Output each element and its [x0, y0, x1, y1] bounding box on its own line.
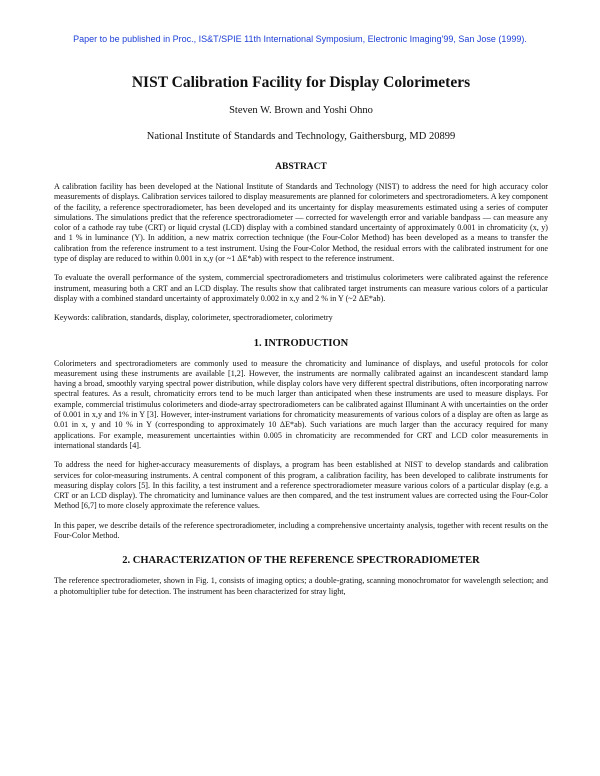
affiliation: National Institute of Standards and Technology, Gaithersburg, MD 20899: [146, 131, 456, 142]
keywords: Keywords: calibration, standards, display, colorimeter, spectroradiometer, colorimetry: [54, 313, 333, 323]
intro-paragraph-3: In this paper, we describe details of the reference spectroradiometer, including a comprehensive uncertainty analysis, together with recent results on the Four-Color Method.: [54, 520, 548, 541]
abstract-heading: ABSTRACT: [275, 162, 327, 172]
authors: Steven W. Brown and Yoshi Ohno: [229, 105, 373, 116]
section-1-heading: 1. INTRODUCTION: [253, 337, 349, 349]
section-2-paragraph-1: The reference spectroradiometer, shown in Fig. 1, consists of imaging optics; a double-grating, scanning monochromator for wavelength selection; and a photomultiplier tube for detection. The instrument has been characterized for stray light,: [54, 576, 548, 596]
abstract-paragraph-2: To evaluate the overall performance of the system, commercial spectroradiometers and tristimulus colorimeters were calibrated against the reference instrument, measuring both a CRT and an LCD display. The results show that calibrated target instruments can measure various colors of a particular display with a combined standard uncertainty of approximately 0.002 in x,y and 2 % in Y (~2 ΔE*ab).: [54, 273, 548, 303]
publication-banner: Paper to be published in Proc., IS&T/SPIE 11th International Symposium, Electronic Imaging'99, San Jose (1999).: [73, 34, 527, 44]
abstract-paragraph-1: A calibration facility has been developed at the National Institute of Standards and Technology (NIST) to address the need for high accuracy color measurements of displays. Calibration services tailored to display measurements are planned for colorimeters and spectroradiometers. A key component of the facility, a reference spectroradiometer, has been developed and its uncertainty for display measurements estimated using a series of computer simulations. The simulations predict that the reference spectroradiometer — corrected for wavelength error and variable bandpass — can measure any color of a cathode ray tube (CRT) or liquid crystal (LCD) display with a combined standard uncertainty of approximately 0.001 in chromaticity (x, y) and 1 % in luminance (Y). In addition, a new matrix correction technique (the Four-Color Method) has been developed as a means to transfer the calibration from the reference instrument to a test instrument. Using the Four-Color Method, the residual errors with the calibrated instrument for one type of display are reduced to within 0.001 in x,y (or ~1 ΔE*ab) with respect to the reference instrument.: [54, 182, 548, 264]
paper-title: NIST Calibration Facility for Display Colorimeters: [131, 74, 471, 91]
intro-paragraph-2: To address the need for higher-accuracy measurements of displays, a program has been established at NIST to develop standards and calibration services for color-measuring instruments. A central component of this program, a calibration facility, has been developed to calibrate instruments for measuring display colors [5]. In this facility, a test instrument and a reference spectroradiometer measure various colors of a particular display (e.g. a CRT or an LCD display). The chromaticity and luminance values are then compared, and the test instrument values are corrected using the Four-Color Method [6,7] to more closely approximate the reference values.: [54, 460, 548, 511]
section-2-heading: 2. CHARACTERIZATION OF THE REFERENCE SPECTRORADIOMETER: [122, 555, 480, 567]
intro-paragraph-1: Colorimeters and spectroradiometers are commonly used to measure the chromaticity and luminance of displays, and useful protocols for color measurement using these instruments are available [1,2]. However, the instruments are normally calibrated against an incandescent standard lamp having a broad, smoothly varying spectral power distribution, while display colors have very different spectral distributions, often incorporating narrow spectral features. As a result, chromaticity errors tend to be much larger than anticipated when these instruments are used to measure displays. For example, commercial tristimulus colorimeters and diode-array spectroradiometers can be calibrated against Illuminant A with uncertainties on the order of 0.001 in x,y and 1% in Y [3]. However, inter-instrument variations for chromaticity measurements of various colors of a display are often as large as 0.01 in x, y and 10 % in Y (corresponding to approximately 10 ΔE*ab). Such variations are much larger than the accuracy required for many applications. For example, measurement uncertainties within 0.005 in chromaticity are recommended for CRT and LCD color measurements in international standards [4].: [54, 358, 548, 450]
